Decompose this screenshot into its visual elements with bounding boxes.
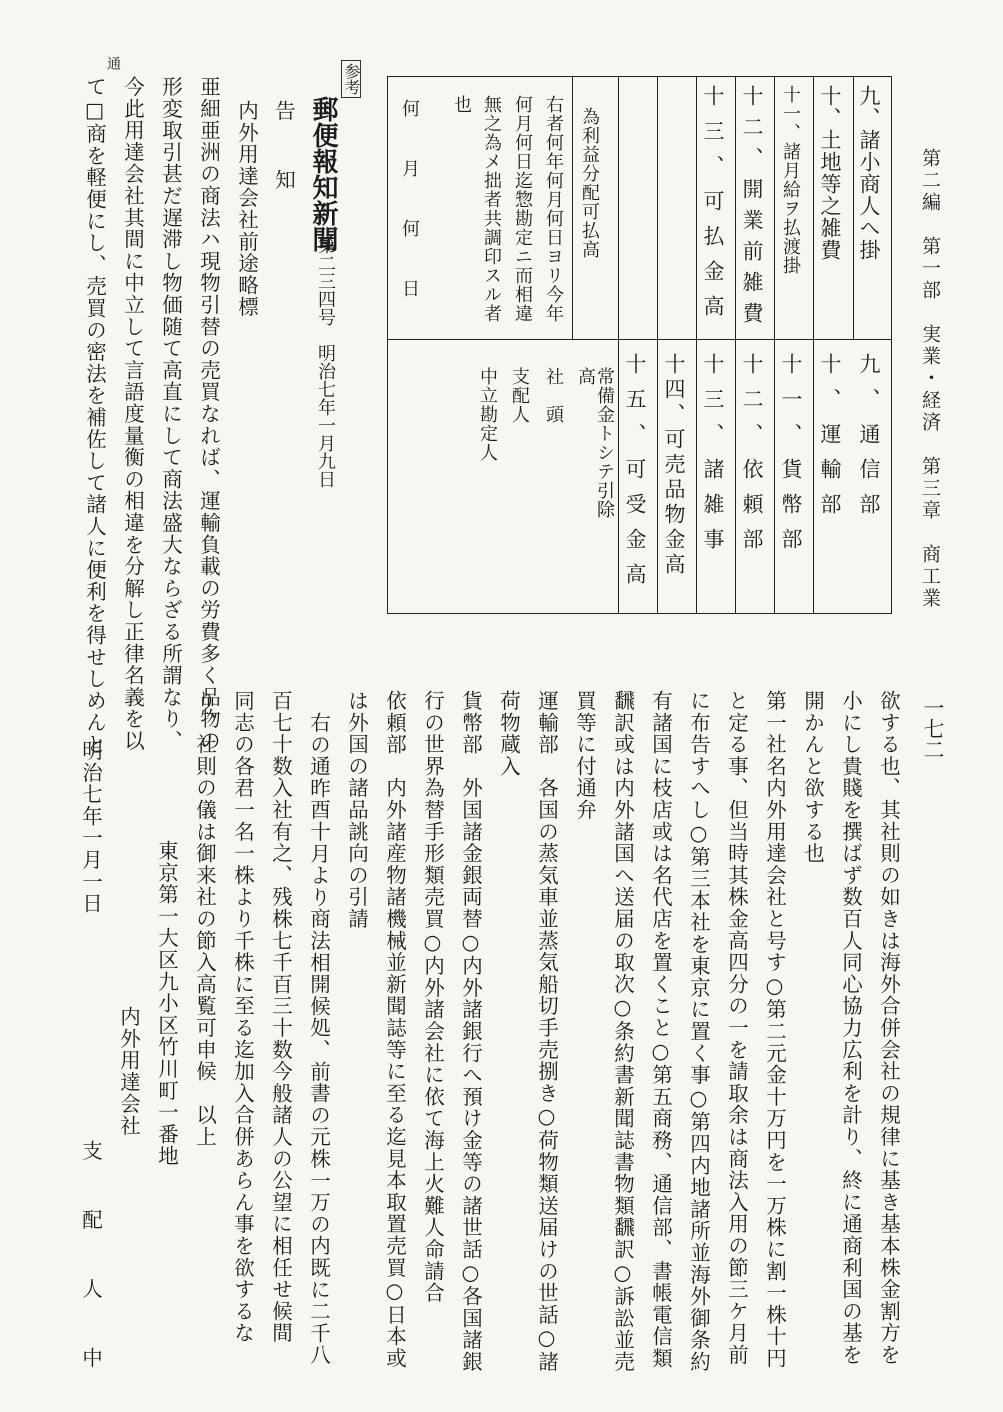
body-line: 荷物蔵入 <box>496 690 521 778</box>
body-line: 貨幣部 外国諸金銀両替○内外諸銀行へ預け金等の諸世話○各国諸銀 <box>458 690 483 1373</box>
ledger-row-lower: 十一、貨幣部 <box>779 353 803 563</box>
ledger-row-lower: 十二、依頼部 <box>740 353 764 563</box>
ledger-signer: 中立勘定人 <box>477 367 498 462</box>
company-address: 東京第一大区九小区竹川町一番地 <box>154 840 179 1167</box>
ledger-date: 何 月 何 日 <box>399 99 420 309</box>
ledger-note: 何月何日迄惣勘定ニ而相違 <box>512 95 533 323</box>
ledger-table <box>387 76 892 614</box>
reference-annotation: 通 <box>105 56 121 70</box>
ledger-row-lower: 十五、可受金高 <box>623 353 647 598</box>
body-line: 同志の各君一名一株より千株に至る迄加入合併あらん事を欲するな <box>230 690 255 1344</box>
reference-line: 今此用達会社其間に中立して言語度量衡の相違を分解し正律名義を以 <box>120 76 145 752</box>
body-line: と定る事、但当時其株金高四分の一を請取余は商法入用の節三ケ月前 <box>724 690 749 1366</box>
body-line: 行の世界為替手形類売買○内外諸会社に依て海上火難人命請合 <box>420 690 445 1304</box>
body-line: り、社則の儀は御来社の節入高覧可申候 以上 <box>192 690 217 1148</box>
body-line: 依頼部 内外諸産物諸機械並新聞誌等に至る迄見本取置売買○日本或 <box>382 690 407 1370</box>
body-line: 百七十数入社有之、残株七千百三十数今般諸人の公望に相任せ候間 <box>268 690 293 1344</box>
newspaper-issue: 第二三四号 明治七年一月九日 <box>315 236 336 488</box>
ledger-signer: 社 頭 <box>543 367 564 424</box>
ledger-divider <box>388 339 891 340</box>
body-line: に布告すへし○第三本社を東京に置く事○第四内地諸所並海外御条約 <box>686 690 711 1373</box>
page-number: 一七二 <box>921 697 945 760</box>
ledger-row-upper: 十三、可払金高 <box>701 85 725 330</box>
ledger-signer: 支配人 <box>509 367 530 424</box>
company-name: 内外用達会社 <box>116 1006 141 1137</box>
ledger-row-upper: 為利益分配可払高 <box>579 107 600 259</box>
ledger-note: 右者何年何月何日ヨリ今年 <box>543 95 564 323</box>
body-line: 有諸国に枝店或は名代店を置くこと○第五商務、通信部、書帳電信類 <box>648 690 673 1370</box>
body-line: 第一社名内外用達会社と号す○第二元金十万円を一万株に割一株十円 <box>762 690 787 1370</box>
closing-signer: 支 配 人 中 <box>78 1140 103 1382</box>
ledger-row-lower: 常備金トシテ引除 <box>594 367 615 519</box>
newspaper-title: 郵便報知新聞 <box>308 96 338 252</box>
notice-label: 告 知 <box>271 100 296 204</box>
reference-line: 亜細亜洲の商法ハ現物引替の売買なれば、運輸負載の労費多く品物の <box>196 76 221 752</box>
ledger-row-upper: 十、土地等之雑費 <box>818 85 842 261</box>
reference-heading: 内外用達会社前途略標 <box>234 100 259 318</box>
body-line: は外国の諸品誂向の引請 <box>344 690 369 930</box>
reference-line: て□商を軽便にし、売買の密法を補佐して諸人に便利を得せしめんと <box>82 76 107 756</box>
ledger-row-upper: 十一、諸月給ヲ払渡掛 <box>780 85 801 275</box>
ledger-row-lower: 十三、諸雑事 <box>701 353 725 563</box>
closing-date: 明治七年一月一日 <box>78 740 103 915</box>
body-line: 小にし貴賤を撰ばず数百人同心協力広利を計り、終に通商利国の基を <box>838 690 863 1366</box>
ledger-row-lower: 九、通信部 <box>857 353 881 528</box>
ledger-row-lower: 十四、可売品物金高 <box>662 353 686 578</box>
ledger-row-upper: 十二、開業前雑費 <box>740 85 764 333</box>
ledger-note: 無之為メ拙者共調印スル者 <box>481 95 502 323</box>
body-line: 開かんと欲する也 <box>800 690 825 865</box>
ledger-row-lower: 高 <box>575 367 596 386</box>
ledger-row-lower: 十、運輸部 <box>818 353 842 528</box>
ledger-row-upper: 九、諸小商人へ掛 <box>857 85 881 261</box>
reference-line: 形変取引甚だ遅滞し物価随て高直にして商法盛大ならざる所謂なり、 <box>158 76 183 752</box>
running-head: 第二編 第一部 実業・経済 第三章 商工業 <box>919 148 941 610</box>
body-line: 欲する也、其社則の如きは海外合併会社の規律に基き基本株金割方を <box>876 690 901 1366</box>
ledger-note: 也 <box>451 95 472 114</box>
body-line: 飜訳或は内外諸国へ送届の取次○条約書新聞誌書物類飜訳○訴訟並売 <box>610 690 635 1373</box>
body-line: 運輸部 各国の蒸気車並蒸気船切手売捌き○荷物類送届けの世話○諸 <box>534 690 559 1373</box>
reference-tag: 参考 <box>341 60 361 98</box>
body-line: 買等に付通弁 <box>572 690 597 821</box>
body-line: 右の通昨酉十月より商法相開候処、前書の元株一万の内既に二千八 <box>306 712 331 1366</box>
